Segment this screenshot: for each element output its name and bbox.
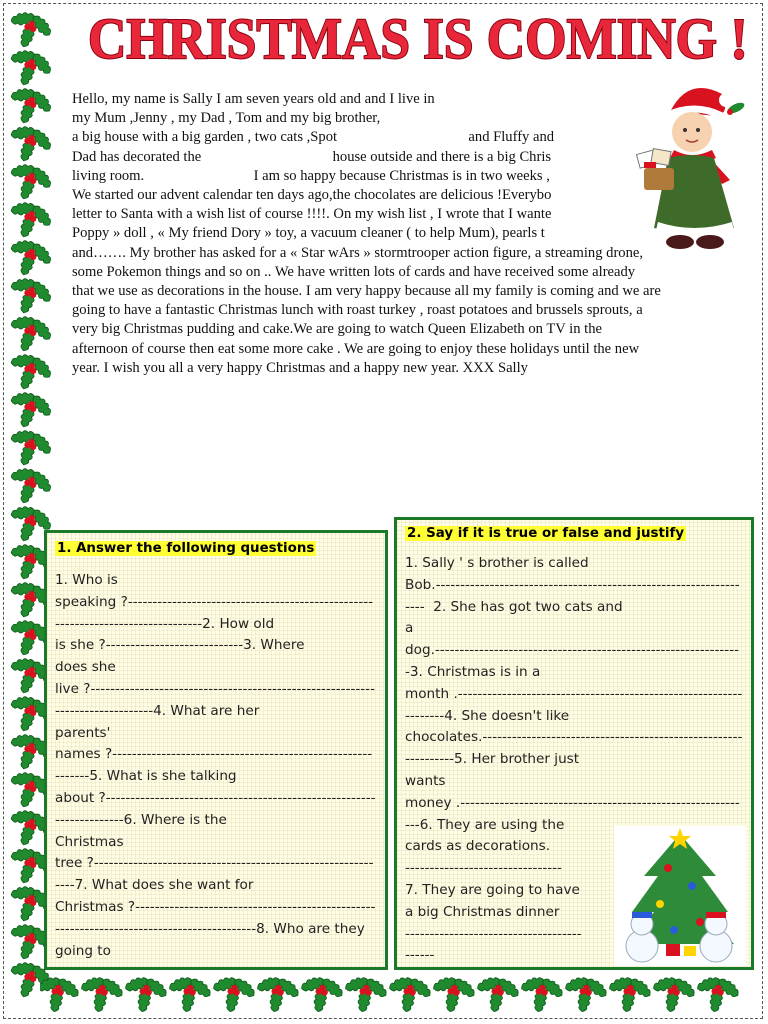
page-title bbox=[80, 4, 756, 76]
letter-line: afternoon of course then eat some more cake . We are going to enjoy these holidays until the new bbox=[72, 340, 640, 357]
holly-border-bottom bbox=[40, 964, 760, 1016]
exercise-1-title: 1. Answer the following questions bbox=[57, 541, 315, 556]
letter-line: very big Christmas pudding and cake.We are going to watch Queen Elizabeth on TV in the bbox=[72, 321, 603, 338]
letter-line: some Pokemon things and so on .. We have written lots of cards and have received some already bbox=[72, 263, 636, 280]
letter-line: letter to Santa with a wish list of course !!!!. On my wish list , I wrote that I wante bbox=[72, 206, 552, 223]
letter-line: Hello, my name is Sally I am seven years old and and I live in bbox=[72, 91, 435, 107]
exercise-2-statements: 1. Sally ' s brother is called Bob.------------------------------------------------------------------ 2. She has got two cats and a dog.---------------------------------------------------------------3. Christmas is in a month .------------------------------------------------------------------4. She doesn't like chocolates.---------------------------------------------------------------5. Her brother just wants money .------------------------------------------------------------6. They are using the cards as decorations. -------------------------------- 7. They are going to have a big Christmas dinner ------------------------------------ ------ bbox=[405, 555, 743, 964]
letter-line: Dad has decorated the house outside and there is a big Chris bbox=[72, 148, 552, 165]
letter-line: a big house with a big garden , two cats ,Spot and Fluffy and bbox=[72, 129, 555, 146]
letter-line: We started our advent calendar ten days ago,the chocolates are delicious !Everybo bbox=[72, 187, 552, 204]
exercise-1-questions: 1. Who is speaking ?--------------------------------------------------------------------------------2. How old is she ?----------------------------3. Where does she live ?------------------------------------------------------------------------------4. What are her parents' names ?------------------------------------------------------------5. What is she talking about ?---------------------------------------------------------------------6. Where is the Christmas tree ?-------------------------------------------------------------7. What does she want for Christmas ?------------------------------------------------------------------------------------------8. Who are they going to bbox=[55, 572, 376, 959]
letter-line: that we use as decorations in the house. I am very happy because all my family is coming and we are bbox=[72, 283, 661, 300]
girl-with-letters-illustration bbox=[618, 72, 762, 252]
letter-line: and……. My brother has asked for a « Star wArs » stormtrooper action figure, a streaming drone, bbox=[72, 244, 644, 261]
letter-line: year. I wish you all a very happy Christmas and a happy new year. XXX Sally bbox=[72, 359, 528, 376]
letter-line: living room. I am so happy because Christmas is in two weeks , bbox=[72, 167, 550, 184]
exercise-2-title: 2. Say if it is true or false and justify bbox=[407, 526, 685, 541]
letter-line: going to have a fantastic Christmas lunch with roast turkey , roast potatoes and brussels sprouts, a bbox=[72, 302, 643, 319]
exercise-1-box bbox=[44, 530, 388, 970]
letter-line: Poppy » doll , « My friend Dory » toy, a vacuum cleaner ( to help Mum), pearls t bbox=[72, 225, 545, 242]
title-text: CHRISTMAS IS COMING ! bbox=[88, 6, 748, 71]
letter-line: my Mum ,Jenny , my Dad , Tom and my big brother, bbox=[72, 110, 381, 127]
christmas-tree-snowmen-illustration bbox=[614, 826, 746, 966]
